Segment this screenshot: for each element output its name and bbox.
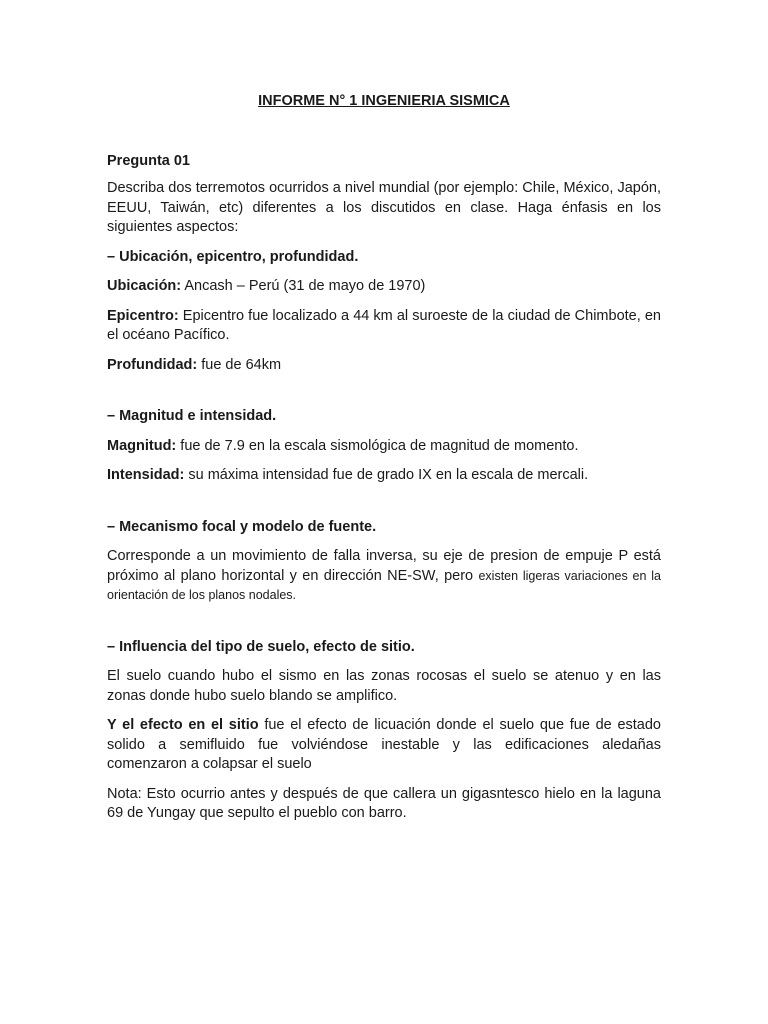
epicentro-label: Epicentro: [107, 307, 179, 324]
ubicacion-label: Ubicación: [107, 278, 182, 294]
magnitud-text: fue de 7.9 en la escala sismológica de magnitud de momento. [176, 437, 579, 454]
epicentro-paragraph [107, 307, 661, 346]
ubicacion-text: Ancash – Perú (31 de mayo de 1970) [181, 278, 426, 294]
magnitud-label: Magnitud: [107, 437, 177, 454]
intensidad-label: Intensidad: [107, 467, 185, 483]
question-heading: Pregunta 01 [107, 153, 190, 169]
intensidad-text: su máxima intensidad fue de grado IX en la escala de mercali. [184, 467, 589, 483]
suelo-paragraph: El suelo cuando hubo el sismo en las zonas rocosas el suelo se atenuo y en las zonas donde hubo suelo blando se amplifico. [107, 668, 661, 704]
profundidad-text: fue de 64km [197, 356, 282, 373]
nota-paragraph: Nota: Esto ocurrio antes y después de que callera un gigasntesco hielo en la laguna 69 de Yungay que sepulto el pueblo con barro. [107, 785, 661, 821]
profundidad-label: Profundidad: [107, 356, 198, 373]
efecto-sitio-paragraph [107, 716, 661, 775]
epicentro-text: Epicentro fue localizado a 44 km al suroeste de la ciudad de Chimbote, en el océano Pacífico. [107, 307, 661, 343]
ubicacion-paragraph [107, 277, 661, 297]
focal-mechanism-text-small: existen ligeras variaciones en la orientación de los planos nodales. [107, 568, 661, 602]
section-heading-soil: – Influencia del tipo de suelo, efecto de sitio. [107, 638, 415, 655]
intensidad-paragraph [107, 466, 661, 486]
document-page [107, 92, 661, 834]
section-heading-magnitude: – Magnitud e intensidad. [107, 408, 277, 424]
section-heading-focal-mechanism: – Mecanismo focal y modelo de fuente. [107, 518, 377, 535]
profundidad-paragraph [107, 356, 661, 376]
question-intro: Describa dos terremotos ocurridos a nivel mundial (por ejemplo: Chile, México, Japón, EEUU, Taiwán, etc) diferentes a los discutidos en clase. Haga énfasis en los siguientes aspectos: [107, 180, 661, 235]
focal-mechanism-text: Corresponde a un movimiento de falla inversa, su eje de presion de empuje P está próximo al plano horizontal y en dirección NE-SW, pero [107, 548, 661, 584]
magnitud-paragraph [107, 437, 661, 457]
document-title: INFORME N° 1 INGENIERIA SISMICA [258, 93, 510, 109]
efecto-sitio-text: fue el efecto de licuación donde el suelo que fue de estado solido a semifluido fue volviéndose inestable y las edificaciones aledañas comenzaron a colapsar el suelo [107, 717, 661, 772]
focal-mechanism-paragraph [107, 547, 661, 606]
efecto-sitio-label: Y el efecto en el sitio [107, 717, 259, 733]
section-heading-location: – Ubicación, epicentro, profundidad. [107, 248, 359, 265]
